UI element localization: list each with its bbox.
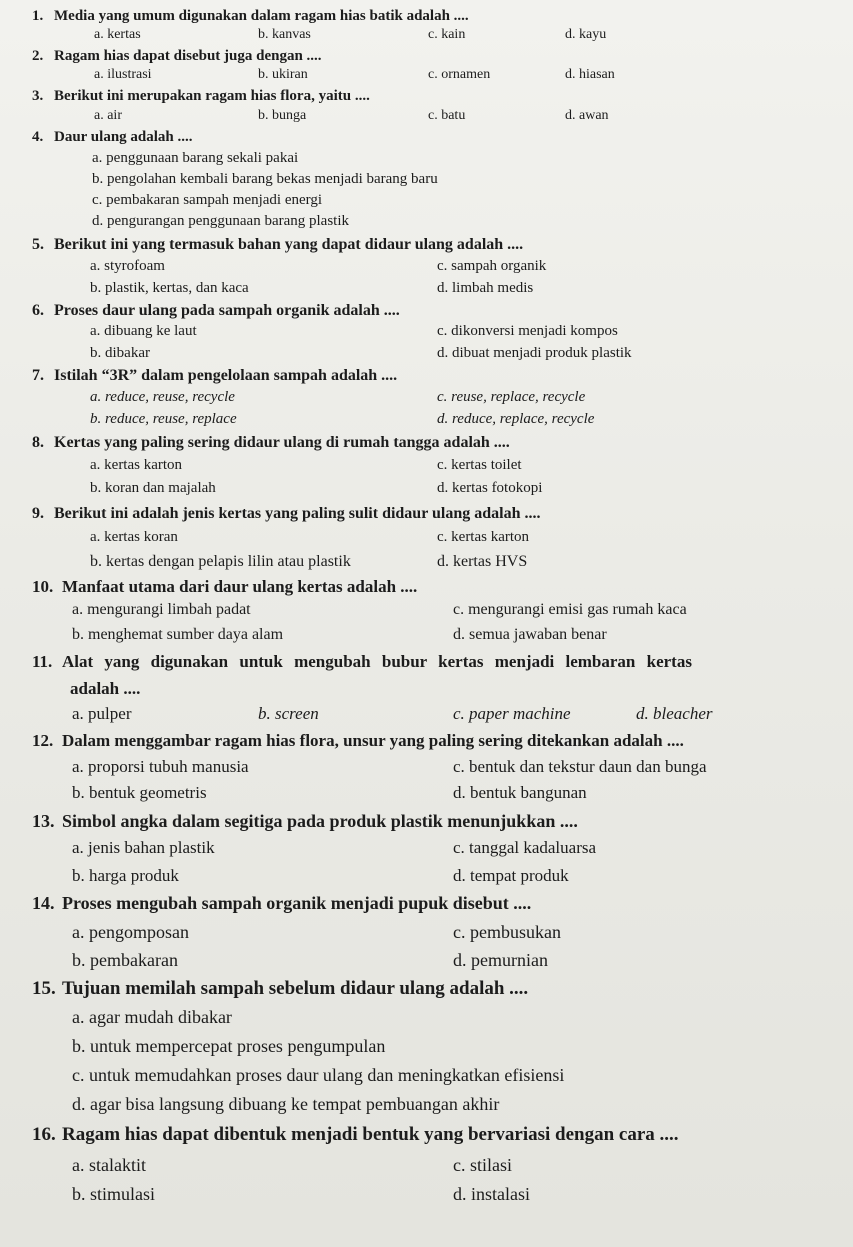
option-b[interactable]: b. ukiran bbox=[258, 67, 308, 82]
option-d[interactable]: d. reduce, replace, recycle bbox=[437, 411, 595, 427]
option-b[interactable]: b. pengolahan kembali barang bekas menjadi barang baru bbox=[92, 171, 438, 187]
question-text: Dalam menggambar ragam hias flora, unsur yang paling sering ditekankan adalah .... bbox=[62, 731, 684, 750]
option-a[interactable]: a. pulper bbox=[72, 704, 132, 723]
option-a[interactable]: a. kertas koran bbox=[90, 529, 178, 545]
question-stem: 12. Dalam menggambar ragam hias flora, unsur yang paling sering ditekankan adalah .... bbox=[32, 731, 684, 750]
question-stem: 9. Berikut ini adalah jenis kertas yang paling sulit didaur ulang adalah .... bbox=[32, 505, 541, 522]
option-a[interactable]: a. kertas karton bbox=[90, 457, 183, 473]
option-b[interactable]: b. kanvas bbox=[258, 27, 311, 42]
question-stem: 10. Manfaat utama dari daur ulang kertas adalah .... bbox=[32, 577, 418, 596]
question-text: Proses daur ulang pada sampah organik adalah .... bbox=[54, 302, 400, 319]
option-d[interactable]: d. bentuk bangunan bbox=[453, 783, 587, 802]
question-stem: 14. Proses mengubah sampah organik menjadi pupuk disebut .... bbox=[32, 893, 532, 913]
option-b[interactable]: b. bunga bbox=[258, 108, 307, 123]
question-stem: 5. Berikut ini yang termasuk bahan yang dapat didaur ulang adalah .... bbox=[32, 236, 524, 253]
question-text: Daur ulang adalah .... bbox=[54, 129, 193, 145]
question-text: Proses mengubah sampah organik menjadi pupuk disebut .... bbox=[62, 893, 532, 913]
question-text: Berikut ini yang termasuk bahan yang dapat didaur ulang adalah .... bbox=[54, 236, 524, 253]
option-d[interactable]: d. agar bisa langsung dibuang ke tempat pembuangan akhir bbox=[72, 1094, 500, 1114]
option-d[interactable]: d. semua jawaban benar bbox=[453, 626, 607, 643]
option-c[interactable]: c. dikonversi menjadi kompos bbox=[437, 323, 618, 339]
option-d[interactable]: d. hiasan bbox=[565, 67, 615, 82]
option-c[interactable]: c. reuse, replace, recycle bbox=[437, 389, 586, 405]
option-b[interactable]: b. plastik, kertas, dan kaca bbox=[90, 280, 249, 296]
option-d[interactable]: d. tempat produk bbox=[453, 866, 569, 885]
option-a[interactable]: a. mengurangi limbah padat bbox=[72, 601, 251, 618]
option-a[interactable]: a. proporsi tubuh manusia bbox=[72, 757, 249, 776]
question-stem: 4. Daur ulang adalah .... bbox=[32, 129, 193, 145]
question-text: Media yang umum digunakan dalam ragam hias batik adalah .... bbox=[54, 8, 469, 24]
option-d[interactable]: d. awan bbox=[565, 108, 609, 123]
question-text: Berikut ini adalah jenis kertas yang paling sulit didaur ulang adalah .... bbox=[54, 505, 541, 522]
question-text: Istilah “3R” dalam pengelolaan sampah adalah .... bbox=[54, 367, 398, 384]
option-b[interactable]: b. screen bbox=[258, 704, 319, 723]
option-a[interactable]: a. reduce, reuse, recycle bbox=[90, 389, 235, 405]
option-a[interactable]: a. dibuang ke laut bbox=[90, 323, 197, 339]
question-text: Manfaat utama dari daur ulang kertas adalah .... bbox=[62, 577, 418, 596]
option-b[interactable]: b. untuk mempercepat proses pengumpulan bbox=[72, 1036, 386, 1056]
option-b[interactable]: b. kertas dengan pelapis lilin atau plastik bbox=[90, 553, 351, 570]
option-d[interactable]: d. dibuat menjadi produk plastik bbox=[437, 345, 632, 361]
option-b[interactable]: b. bentuk geometris bbox=[72, 783, 207, 802]
option-d[interactable]: d. bleacher bbox=[636, 704, 713, 723]
option-a[interactable]: a. stalaktit bbox=[72, 1155, 146, 1175]
option-c[interactable]: c. kertas toilet bbox=[437, 457, 522, 473]
option-d[interactable]: d. pemurnian bbox=[453, 950, 548, 970]
question-text: Tujuan memilah sampah sebelum didaur ulang adalah .... bbox=[62, 978, 529, 999]
option-d[interactable]: d. limbah medis bbox=[437, 280, 534, 296]
option-a[interactable]: a. pengomposan bbox=[72, 922, 189, 942]
question-stem: 15. Tujuan memilah sampah sebelum didaur ulang adalah .... bbox=[32, 978, 529, 999]
option-d[interactable]: d. pengurangan penggunaan barang plastik bbox=[92, 213, 349, 229]
question-text: Berikut ini merupakan ragam hias flora, yaitu .... bbox=[54, 88, 370, 104]
option-c[interactable]: c. stilasi bbox=[453, 1155, 512, 1175]
question-stem: 13. Simbol angka dalam segitiga pada produk plastik menunjukkan .... bbox=[32, 811, 578, 831]
question-stem: 3. Berikut ini merupakan ragam hias flora, yaitu .... bbox=[32, 88, 370, 104]
option-c[interactable]: c. tanggal kadaluarsa bbox=[453, 838, 597, 857]
option-d[interactable]: d. kertas HVS bbox=[437, 553, 528, 570]
option-a[interactable]: a. air bbox=[94, 108, 122, 123]
option-b[interactable]: b. pembakaran bbox=[72, 950, 178, 970]
question-stem: 2. Ragam hias dapat disebut juga dengan .... bbox=[32, 48, 322, 64]
question-text: Kertas yang paling sering didaur ulang di rumah tangga adalah .... bbox=[54, 434, 510, 451]
option-b[interactable]: b. harga produk bbox=[72, 866, 179, 885]
option-a[interactable]: a. kertas bbox=[94, 27, 141, 42]
question-stem: 7. Istilah “3R” dalam pengelolaan sampah adalah .... bbox=[32, 367, 398, 384]
option-c[interactable]: c. paper machine bbox=[453, 704, 571, 723]
question-stem: 11. Alat yang digunakan untuk mengubah bubur kertas menjadi lembaran kertas bbox=[32, 652, 692, 671]
option-c[interactable]: c. bentuk dan tekstur daun dan bunga bbox=[453, 757, 707, 776]
question-stem: 16. Ragam hias dapat dibentuk menjadi bentuk yang bervariasi dengan cara .... bbox=[32, 1124, 679, 1145]
option-c[interactable]: c. pembakaran sampah menjadi energi bbox=[92, 192, 323, 208]
option-c[interactable]: c. kain bbox=[428, 27, 466, 42]
option-d[interactable]: d. kertas fotokopi bbox=[437, 480, 543, 496]
option-c[interactable]: c. untuk memudahkan proses daur ulang dan meningkatkan efisiensi bbox=[72, 1065, 565, 1085]
question-text: Simbol angka dalam segitiga pada produk plastik menunjukkan .... bbox=[62, 811, 578, 831]
option-b[interactable]: b. dibakar bbox=[90, 345, 150, 361]
question-stem: 6. Proses daur ulang pada sampah organik adalah .... bbox=[32, 302, 400, 319]
option-b[interactable]: b. stimulasi bbox=[72, 1184, 156, 1204]
option-d[interactable]: d. instalasi bbox=[453, 1184, 530, 1204]
question-stem: 8. Kertas yang paling sering didaur ulang di rumah tangga adalah .... bbox=[32, 434, 510, 451]
option-b[interactable]: b. reduce, reuse, replace bbox=[90, 411, 237, 427]
option-a[interactable]: a. penggunaan barang sekali pakai bbox=[92, 150, 299, 166]
option-a[interactable]: a. ilustrasi bbox=[94, 67, 152, 82]
option-c[interactable]: c. mengurangi emisi gas rumah kaca bbox=[453, 601, 687, 618]
option-c[interactable]: c. pembusukan bbox=[453, 922, 561, 942]
question-stem: 1. Media yang umum digunakan dalam ragam hias batik adalah .... bbox=[32, 8, 469, 24]
option-b[interactable]: b. koran dan majalah bbox=[90, 480, 216, 496]
question-text: Ragam hias dapat disebut juga dengan .... bbox=[54, 48, 322, 64]
option-d[interactable]: d. kayu bbox=[565, 27, 607, 42]
option-c[interactable]: c. sampah organik bbox=[437, 258, 547, 274]
option-a[interactable]: a. styrofoam bbox=[90, 258, 165, 274]
option-a[interactable]: a. agar mudah dibakar bbox=[72, 1007, 232, 1027]
option-a[interactable]: a. jenis bahan plastik bbox=[72, 838, 215, 857]
option-c[interactable]: c. ornamen bbox=[428, 67, 491, 82]
question-text: Alat yang digunakan untuk mengubah bubur kertas menjadi lembaran kertas bbox=[62, 652, 692, 671]
option-b[interactable]: b. menghemat sumber daya alam bbox=[72, 626, 284, 643]
question-text: Ragam hias dapat dibentuk menjadi bentuk yang bervariasi dengan cara .... bbox=[62, 1124, 679, 1145]
option-c[interactable]: c. batu bbox=[428, 108, 466, 123]
question-text-cont: adalah .... bbox=[70, 679, 141, 698]
option-c[interactable]: c. kertas karton bbox=[437, 529, 530, 545]
